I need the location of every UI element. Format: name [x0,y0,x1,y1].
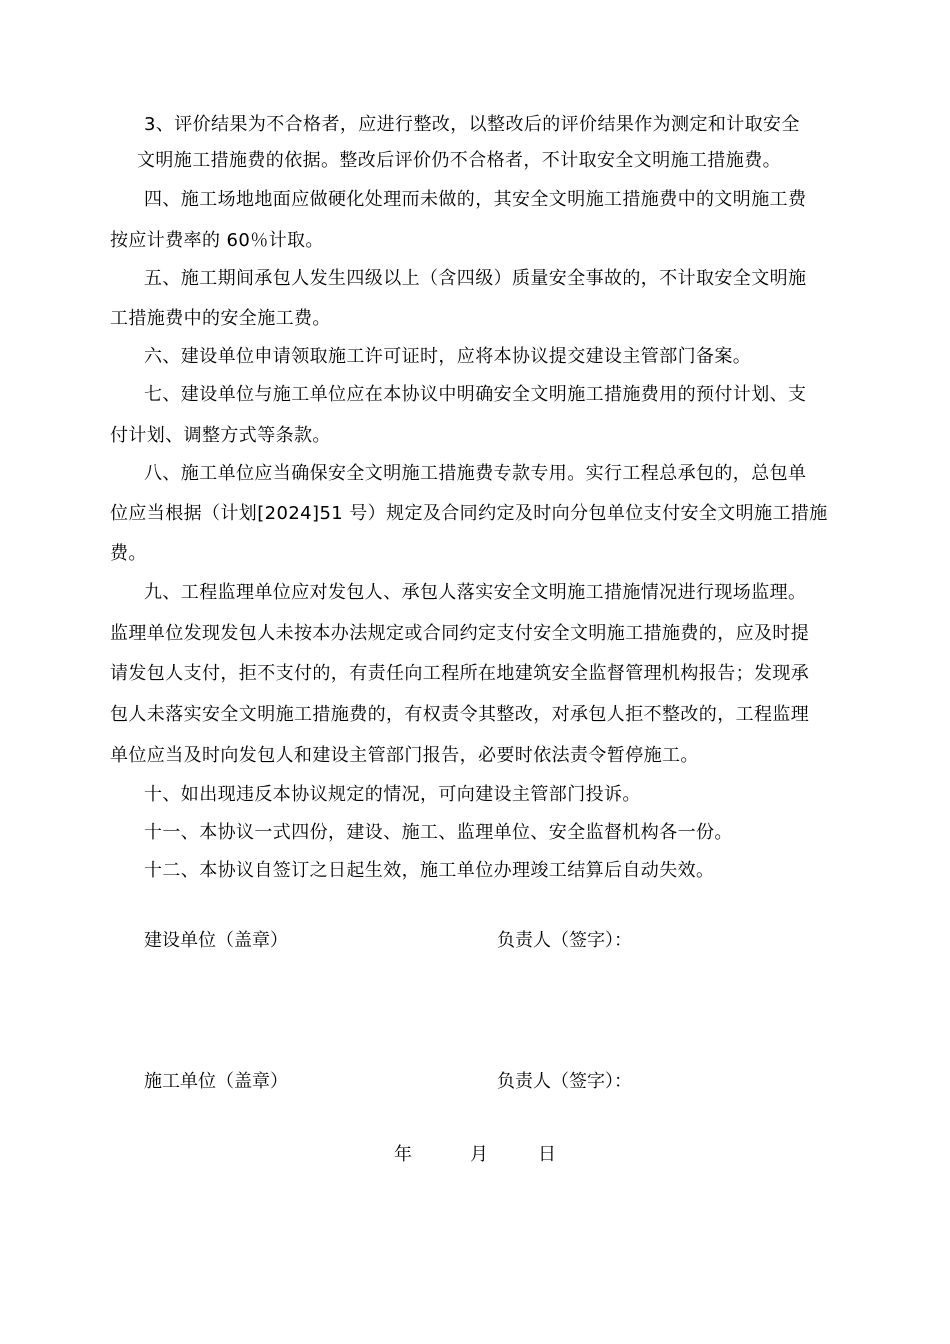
date-year-label: 年 [394,1144,412,1165]
paragraph-4-line-2: 按应计费率的 60％计取。 [110,230,324,251]
paragraph-4-line-1: 四、施工场地地面应做硬化处理而未做的，其安全文明施工措施费中的文明施工费 [144,189,807,210]
owner-person-signature-label: 负责人（签字）： [497,930,632,951]
paragraph-5-line-2: 工措施费中的安全施工费。 [110,308,331,329]
paragraph-12-line-1: 十二、本协议自签订之日起生效，施工单位办理竣工结算后自动失效。 [144,860,715,881]
owner-unit-seal-label: 建设单位（盖章） [144,930,288,951]
paragraph-9-line-4: 包人未落实安全文明施工措施费的，有权责令其整改，对承包人拒不整改的，工程监理 [110,704,810,725]
paragraph-7-line-2: 付计划、调整方式等条款。 [110,425,331,446]
paragraph-8-line-3: 费。 [110,543,147,564]
paragraph-6-line-1: 六、建设单位申请领取施工许可证时，应将本协议提交建设主管部门备案。 [144,346,752,367]
paragraph-8-line-2: 位应当根据（计划[2024]51 号）规定及合同约定及时向分包单位支付安全文明施工措施 [110,503,828,524]
paragraph-7-line-1: 七、建设单位与施工单位应在本协议中明确安全文明施工措施费用的预付计划、支 [144,384,807,405]
paragraph-3-line-1: 3、评价结果为不合格者，应进行整改，以整改后的评价结果作为测定和计取安全 [144,114,800,135]
contractor-unit-seal-label: 施工单位（盖章） [144,1071,288,1092]
paragraph-3-line-2: 文明施工措施费的依据。整改后评价仍不合格者，不计取安全文明施工措施费。 [137,150,781,171]
paragraph-11-line-1: 十一、本协议一式四份，建设、施工、监理单位、安全监督机构各一份。 [144,822,733,843]
paragraph-9-line-5: 单位应当及时向发包人和建设主管部门报告，必要时依法责令暂停施工。 [110,745,699,766]
paragraph-8-line-1: 八、施工单位应当确保安全文明施工措施费专款专用。实行工程总承包的，总包单 [144,463,807,484]
paragraph-9-line-3: 请发包人支付，拒不支付的，有责任向工程所在地建筑安全监督管理机构报告；发现承 [110,663,810,684]
paragraph-9-line-2: 监理单位发现发包人未按本办法规定或合同约定支付安全文明施工措施费的，应及时提 [110,623,810,644]
date-month-label: 月 [470,1144,488,1165]
date-day-label: 日 [538,1144,556,1165]
paragraph-10-line-1: 十、如出现违反本协议规定的情况，可向建设主管部门投诉。 [144,784,641,805]
contractor-person-signature-label: 负责人（签字）： [497,1071,632,1092]
paragraph-9-line-1: 九、工程监理单位应对发包人、承包人落实安全文明施工措施情况进行现场监理。 [144,582,807,603]
paragraph-5-line-1: 五、施工期间承包人发生四级以上（含四级）质量安全事故的，不计取安全文明施 [144,268,807,289]
